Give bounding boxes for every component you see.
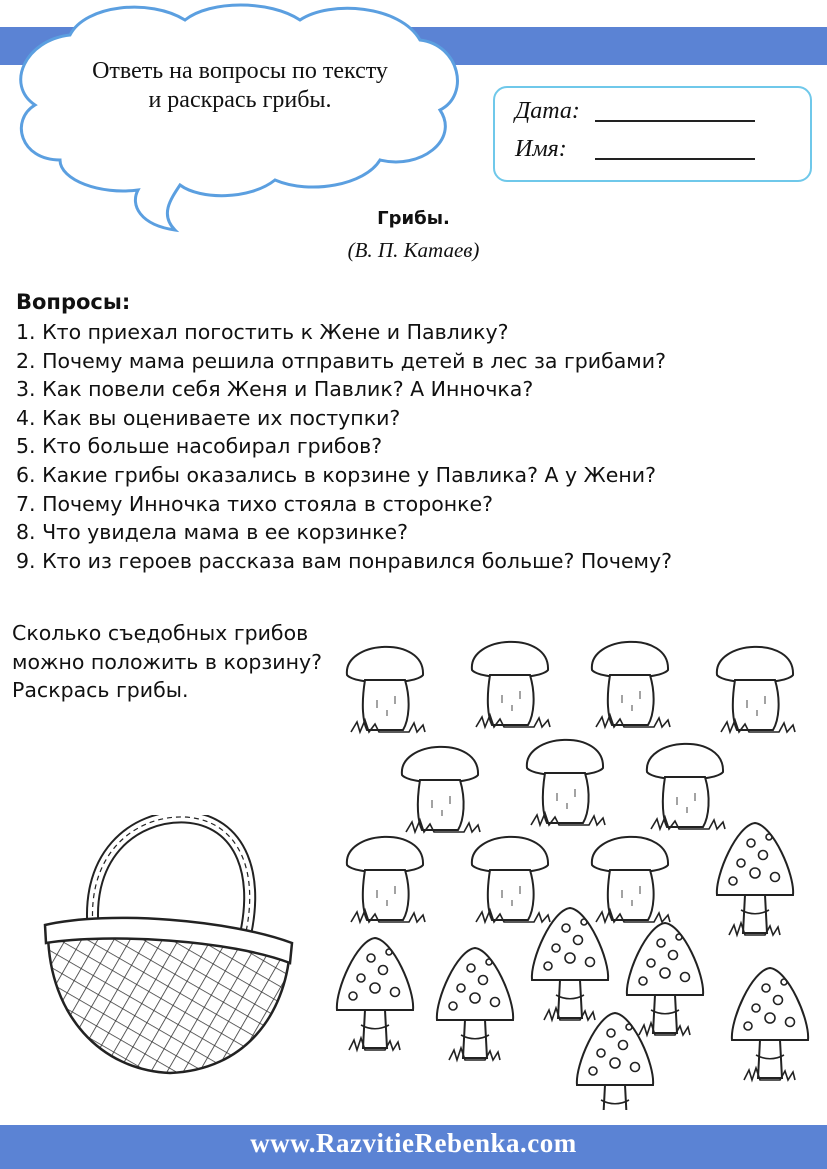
story-title: Грибы. [377, 208, 450, 229]
task-line-1: Сколько съедобных грибов [12, 621, 309, 645]
name-field[interactable] [515, 136, 567, 163]
question-item: 7. Почему Инночка тихо стояла в сторонке? [16, 491, 494, 516]
fly-agaric-mushroom [532, 908, 608, 1020]
question-item: 5. Кто больше насобирал грибов? [16, 434, 383, 459]
white-mushroom [472, 837, 550, 922]
date-line [595, 120, 755, 122]
fly-agaric-mushroom [337, 938, 413, 1050]
question-item: 9. Кто из героев рассказа вам понравился больше? Почему? [16, 548, 673, 573]
fly-agaric-mushroom [717, 823, 793, 935]
name-label: Имя: [515, 136, 567, 162]
name-line [595, 158, 755, 160]
task-line-3: Раскрась грибы. [12, 678, 189, 702]
task-text [12, 619, 362, 705]
white-mushroom [592, 837, 670, 922]
instruction-line-2: и раскрась грибы. [148, 87, 332, 113]
white-mushroom [472, 642, 550, 727]
white-mushroom [592, 642, 670, 727]
story-author: (В. П. Катаев) [347, 238, 480, 262]
white-mushroom [347, 837, 425, 922]
question-item: 3. Как повели себя Женя и Павлик? А Инночка? [16, 377, 534, 402]
questions-heading: Вопросы: [16, 290, 131, 314]
question-item: 1. Кто приехал погостить к Жене и Павлику? [16, 320, 509, 344]
thought-cloud [0, 0, 480, 240]
basket-illustration [40, 815, 300, 1085]
date-field[interactable] [515, 98, 580, 125]
task-line-2: можно положить в корзину? [12, 649, 323, 674]
question-item: 4. Как вы оцениваете их поступки? [16, 405, 401, 430]
question-item: 8. Что увидела мама в ее корзинке? [16, 520, 408, 545]
white-mushroom [347, 647, 425, 732]
mushrooms-illustration [330, 615, 810, 1110]
fly-agaric-mushroom [577, 1013, 653, 1110]
question-item: 2. Почему мама решила отправить детей в лес за грибами? [16, 348, 666, 373]
white-mushroom [647, 744, 725, 829]
date-name-box [493, 86, 812, 182]
instruction-text [40, 57, 440, 115]
instruction-line-1: Ответь на вопросы по тексту [92, 58, 388, 84]
questions-list [16, 318, 672, 575]
fly-agaric-mushroom [627, 923, 703, 1035]
white-mushroom [717, 647, 795, 732]
date-label: Дата: [515, 98, 580, 124]
white-mushroom [527, 740, 605, 825]
white-mushroom [402, 747, 480, 832]
question-item: 6. Какие грибы оказались в корзине у Павлика? А у Жени? [16, 462, 656, 487]
site-link[interactable]: www.RazvitieRebenka.com [250, 1128, 577, 1158]
fly-agaric-mushroom [732, 968, 808, 1080]
footer-band [0, 1125, 827, 1169]
fly-agaric-mushroom [437, 948, 513, 1060]
